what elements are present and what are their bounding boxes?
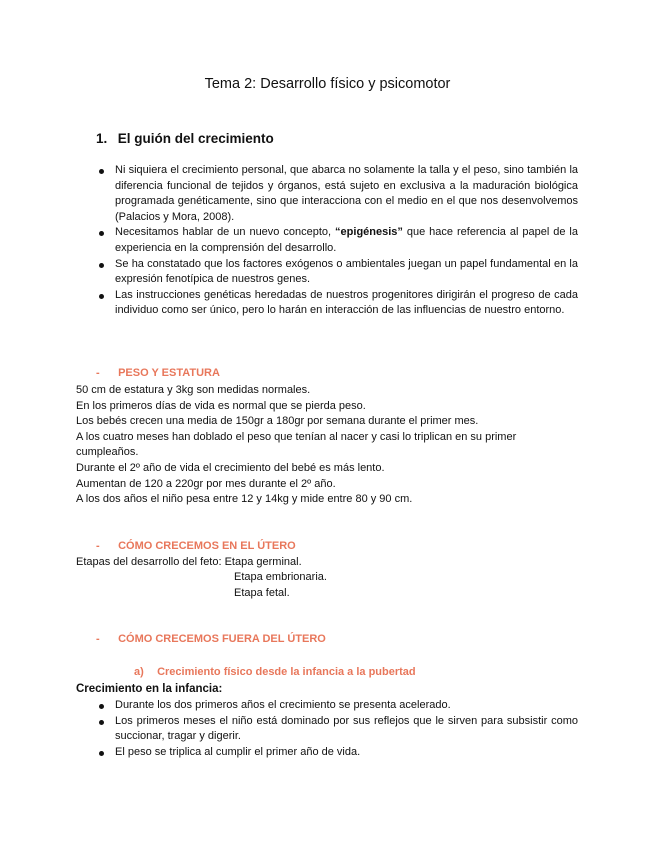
text-line: Aumentan de 120 a 220gr por mes durante el 2º año.: [76, 477, 336, 490]
list-item: Los primeros meses el niño está dominado por sus reflejos que le sirven para subsistir como succionar, tragar y digerir.: [96, 714, 578, 745]
utero-intro: [76, 555, 581, 571]
text-line: Los bebés crecen una media de 150gr a 180gr por semana durante el primer mes.: [76, 415, 479, 428]
stage-fetal: Etapa fetal.: [234, 587, 290, 599]
section-heading-fuera: - CÓMO CRECEMOS FUERA DEL ÚTERO: [96, 633, 326, 645]
guion-bullet-list: [96, 163, 578, 319]
list-item: Durante los dos primeros años el crecimiento se presenta acelerado.: [96, 698, 578, 714]
bullet-icon: [99, 263, 104, 268]
list-item: Las instrucciones genéticas heredadas de nuestros progenitores dirigirán el progreso de cada individuo como ser único, pero lo harán en interacción de las influencias de nuestro entorno.: [96, 288, 578, 319]
bullet-icon: [99, 704, 104, 709]
text-line: A los dos años el niño pesa entre 12 y 14kg y mide entre 80 y 90 cm.: [76, 493, 413, 506]
list-item: Necesitamos hablar de un nuevo concepto, “epigénesis” que hace referencia al papel de la experiencia en la comprensión del desarrollo.: [96, 225, 578, 256]
text-line: Etapas del desarrollo del feto: Etapa germinal.: [76, 556, 302, 568]
dash-marker: -: [96, 633, 100, 645]
epigenesis-term: “epigénesis”: [335, 226, 403, 239]
bullet-icon: [99, 751, 104, 756]
section-heading-guion: [96, 131, 274, 146]
peso-paragraph: [76, 383, 581, 508]
list-item: Se ha constatado que los factores exógenos o ambientales juegan un papel fundamental en la expresión fenotípica de nuestros genes.: [96, 257, 578, 288]
stage-embrionaria: Etapa embrionaria.: [234, 571, 327, 583]
section-heading-text: El guión del crecimiento: [117, 131, 274, 146]
infancia-heading: Crecimiento en la infancia:: [76, 683, 223, 695]
dash-marker: -: [96, 367, 100, 379]
bullet-icon: [99, 720, 104, 725]
page-title: Tema 2: Desarrollo físico y psicomotor: [204, 76, 451, 92]
section-heading-peso: - PESO Y ESTATURA: [96, 367, 220, 379]
dash-marker: -: [96, 540, 100, 552]
bullet-icon: [99, 294, 104, 299]
bullet-icon: [99, 169, 104, 174]
infancia-bullet-list: [96, 698, 578, 760]
text-line: Durante el 2º año de vida el crecimiento del bebé es más lento.: [76, 461, 385, 474]
list-item: Ni siquiera el crecimiento personal, que abarca no solamente la talla y el peso, sino también la diferencia funcional de tejidos y órganos, está sujeto en exclusiva a la maduración biológica programada genéticamente, sino que interacciona con el medio en el que nos desenvolvemos (Palacios y Mora, 2008).: [96, 163, 578, 225]
bullet-icon: [99, 231, 104, 236]
section-heading-utero: - CÓMO CRECEMOS EN EL ÚTERO: [96, 540, 296, 552]
list-item: El peso se triplica al cumplir el primer año de vida.: [96, 745, 578, 761]
subsection-heading: a) Crecimiento físico desde la infancia a la pubertad: [134, 666, 416, 678]
section-number: 1.: [96, 131, 108, 146]
subsection-letter: a): [134, 666, 144, 678]
text-line: 50 cm de estatura y 3kg son medidas normales.: [76, 384, 311, 396]
text-line: A los cuatro meses han doblado el peso que tenían al nacer y casi lo triplican en su primer cumpleaños.: [76, 430, 517, 459]
text-line: En los primeros días de vida es normal que se pierda peso.: [76, 399, 366, 412]
